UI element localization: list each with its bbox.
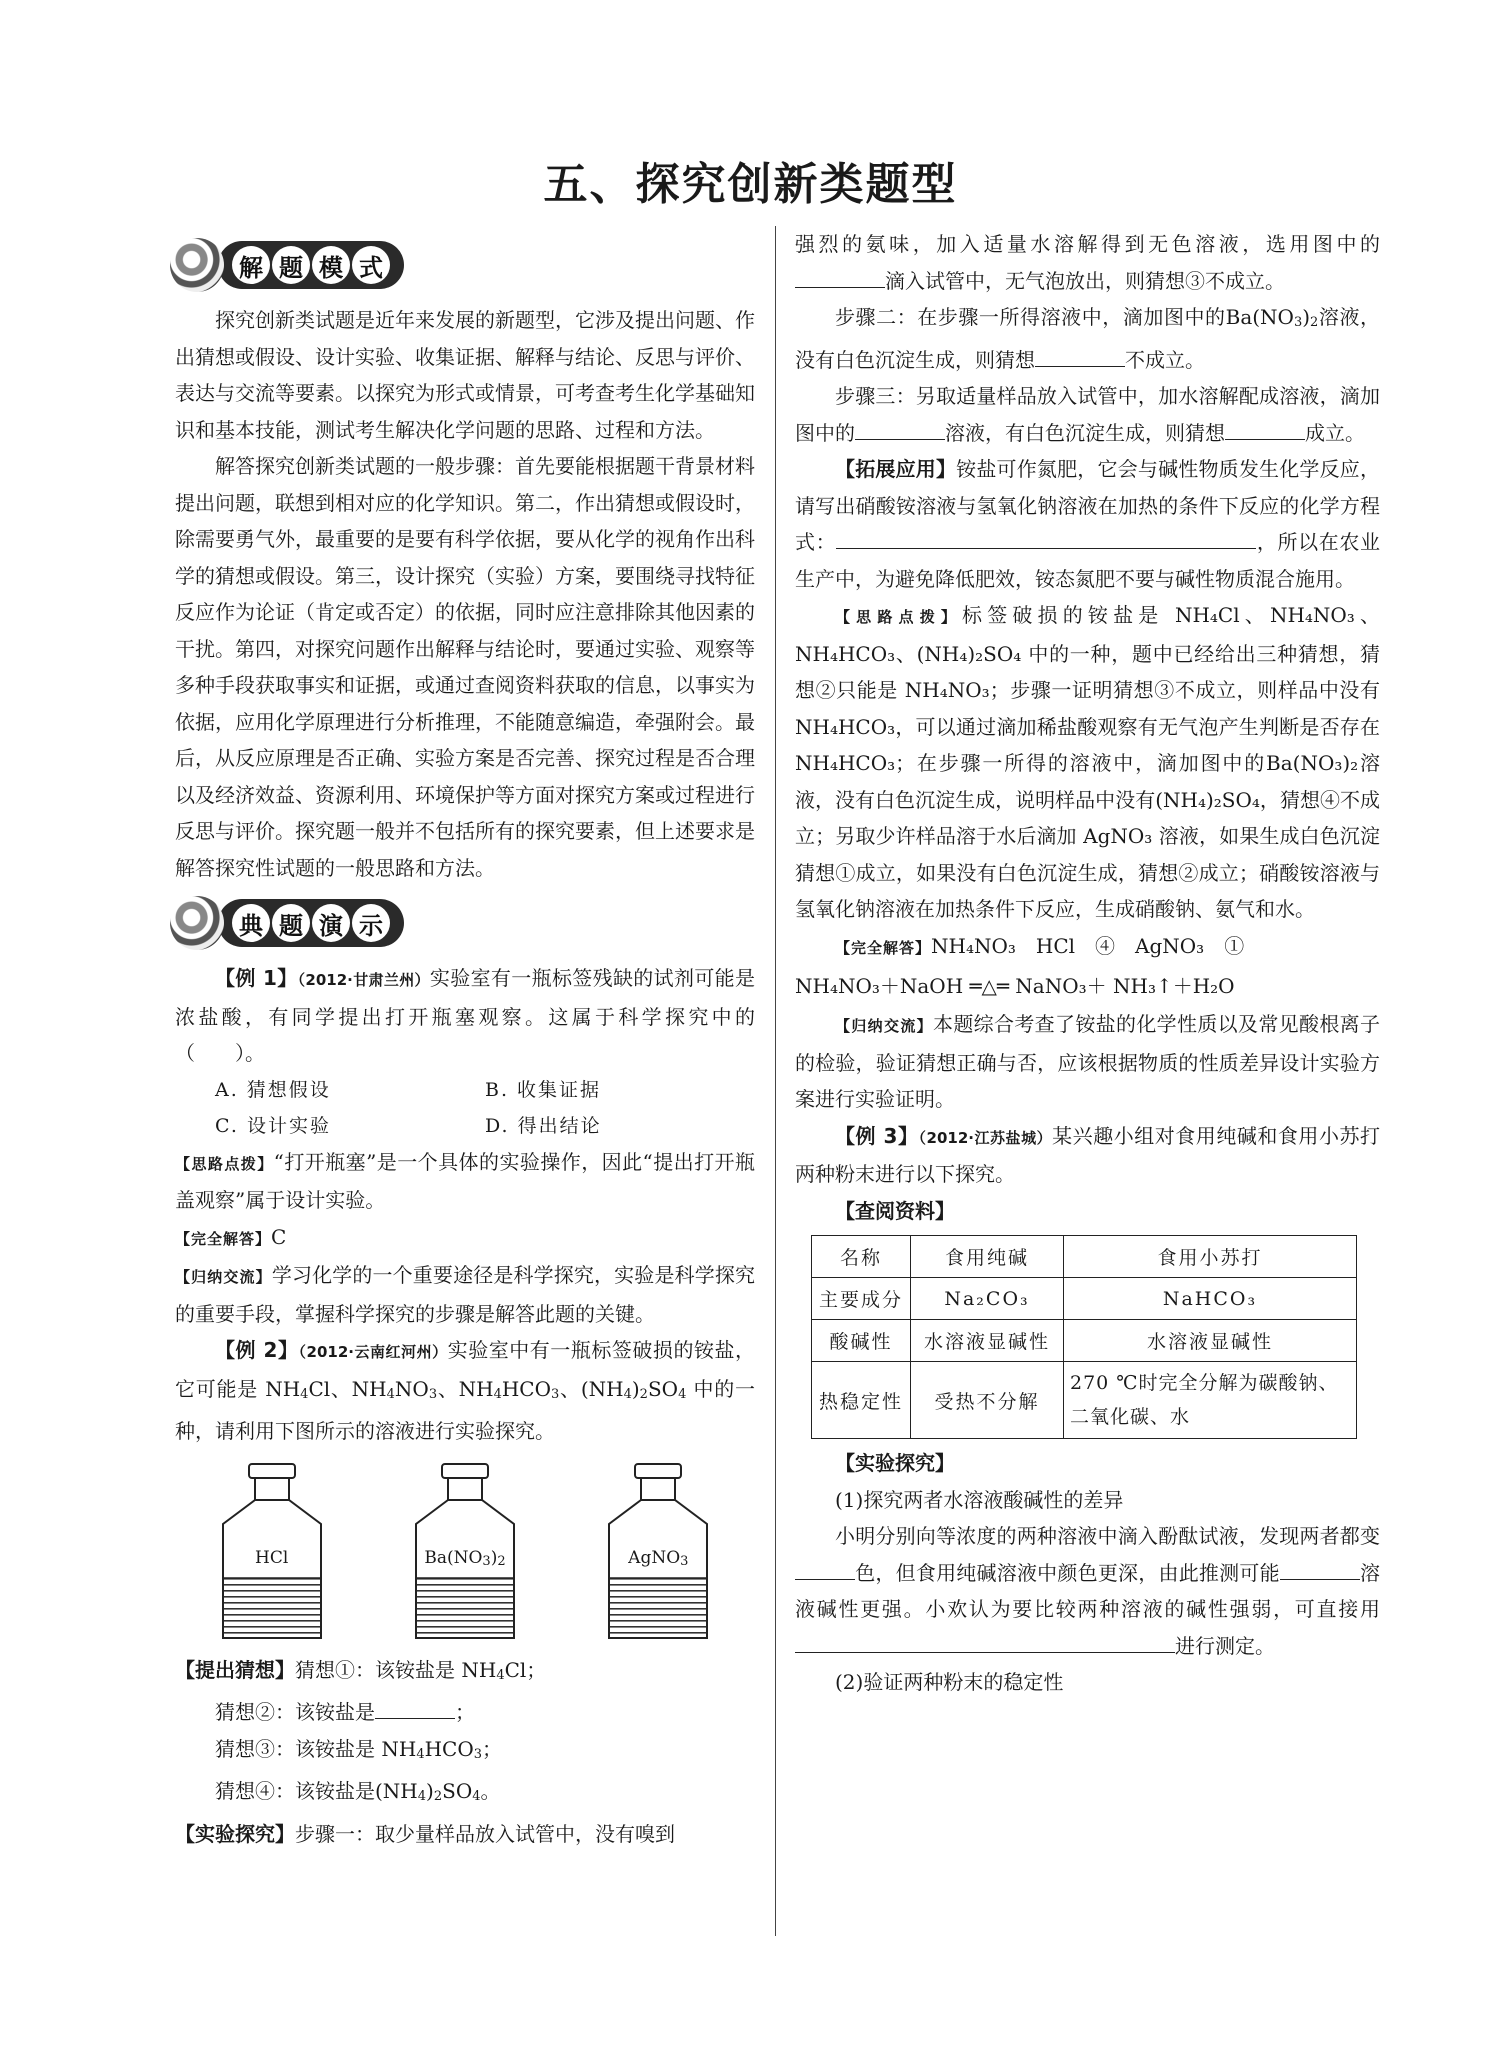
reference-table [811,1235,1357,1439]
guess-text: 猜想④：该铵盐是(NH [215,1779,418,1803]
part-1-title: (1)探究两者水溶液酸碱性的差异 [835,1487,1124,1512]
stem-part: 、(NH [559,1376,624,1401]
guess-1: 【提出猜想】猜想①：该铵盐是 $NH_4Cl$； [175,1657,547,1683]
guess-text: Cl； [504,1657,547,1682]
table-cell: Na₂CO₃ [911,1278,1064,1320]
extension-tag: 【拓展应用】 [835,457,957,481]
part-text: 色，但食用纯碱溶液中颜色更深，由此推测可能 [855,1560,1280,1585]
example-2-equation: NH₄NO₃＋NaOH ═△═ NaNO₃＋ NH₃↑＋H₂O [795,974,1235,998]
option-d: D. 得出结论 [485,1114,602,1137]
table-row [812,1362,1357,1439]
data-heading [795,1193,1380,1230]
guess-3: 猜想③：该铵盐是 $NH_4HCO_3$； [215,1736,503,1762]
method-paragraph-2: 解答探究创新类试题的一般步骤：首先要能根据题干背景材料提出问题，联想到相对应的化学知识。第二，作出猜想或假设时，除需要勇气外，最重要的是要有科学依据，要从化学的视角作出科学的猜想或假设。第三，设计探究（实验）方案，要围绕寻找特征反应作为论证（肯定或否定）的依据，同时应注意排除其他因素的干扰。第四，对探究问题作出解释与结论时，要通过实验、观察等多种手段获取事实和证据，或通过查阅资料获取的信息，以事实为依据，应用化学原理进行分析推理，不能随意编造，牵强附会。最后，从反应原理是否正确、实验方案是否完善、探究过程是否合理以及经济效益、资源利用、环境保护等方面对探究方案或过程进行反思与评价。探究题一般并不包括所有的探究要素，但上述要求是解答探究性试题的一般思路和方法。 [175,454,755,880]
guess-4: 猜想④：该铵盐是$(NH_4)_2SO_4$。 [215,1779,501,1804]
data-tag: 【查阅资料】 [835,1198,955,1223]
stem-part: NO [394,1376,429,1401]
section-char: 题 [272,246,310,284]
answer-blank[interactable] [375,1696,455,1719]
shell-icon [170,238,224,292]
guess-text: ； [455,1700,475,1724]
example-2-answer [795,928,1380,967]
guess-2 [175,1694,755,1731]
example-3-tag: 【例 3】 [835,1123,919,1148]
step-text: 步骤一：取少量样品放入试管中，没有嗅到 [295,1821,675,1846]
table-cell: 水溶液显碱性 [911,1320,1064,1362]
step-text: 不成立。 [1125,347,1205,372]
section-char: 模 [312,246,350,284]
section-header-examples [170,890,755,956]
step-text: ) [1302,305,1311,329]
example-1-hint [175,1144,755,1219]
hint-tag: 【思路点拨】 [175,1154,274,1173]
table-cell: 270 ℃时完全分解为碳酸钠、二氧化碳、水 [1064,1362,1357,1439]
step-text: 强烈的氨味，加入适量水溶解得到无色溶液，选用图中的 [795,232,1380,256]
stem-part: ) [631,1376,640,1401]
experiment-heading [795,1445,1380,1482]
hint-text: 标签破损的铵盐是 NH₄Cl、NH₄NO₃、NH₄HCO₃、(NH₄)₂SO₄ 中的一种，题中已经给出三种猜想，猜想②只能是 NH₄NO₃；步骤一证明猜想③不成立，则样品中没有 NH₄HCO₃，可以通过滴加稀盐酸观察有无气泡产生判断是否存在 NH₄HCO₃；在步骤一所得的溶液中，滴加图中的Ba(NO₃)₂溶液，没有白色沉淀生成，说明样品中没有(NH₄)₂SO₄，猜想④不成立；另取少许样品溶于水后滴加 AgNO₃ 溶液，如果生成白色沉淀猜想①成立，如果没有白色沉淀生成，猜想②成立；硝酸铵溶液与氢氧化钠溶液在加热条件下反应，生成硝酸钠、氨气和水。 [795,603,1380,921]
step-text: 步骤三：另取适量样品放入试管中，加水溶解配成溶液，滴加图中的 [795,384,1380,445]
extension-text: 铵盐可作氮肥，它会与碱性物质发生化学反应，请写出硝酸铵溶液与氢氧化钠溶液在加热的条件下反应的化学方程式： [795,457,1381,554]
hint-text: “打开瓶塞”是一个具体的实验操作，因此“提出打开瓶盖观察”属于设计实验。 [175,1149,755,1212]
experiment-step3 [795,378,1380,451]
step-text: 溶液，有白色沉淀生成，则猜想 [945,420,1225,445]
answer-blank[interactable] [795,265,885,288]
table-header-cell: 名称 [812,1236,911,1278]
guess-text: 猜想③：该铵盐是 NH [215,1736,417,1761]
option-c: C. 设计实验 [215,1114,331,1137]
table-cell: NaHCO₃ [1064,1278,1357,1320]
example-2-source: （2012·云南红河州） [298,1343,448,1361]
part-text: 溶液碱性更强。小欢认为要比较两种溶液的碱性强弱，可直接用 [795,1560,1381,1621]
answer-blank[interactable] [795,1630,1175,1653]
section-char: 演 [312,904,350,942]
section-char: 解 [232,246,270,284]
example-3-stem [795,1118,1380,1193]
step-text: 滴入试管中，无气泡放出，则猜想③不成立。 [885,268,1285,293]
guess-text: 猜想②：该铵盐是 [215,1700,375,1724]
section-char: 式 [352,246,390,284]
experiment-tag: 【实验探究】 [175,1821,295,1846]
example-2-tag: 【例 2】 [215,1338,299,1362]
part-text: 小明分别向等浓度的两种溶液中滴入酚酞试液，发现两者都变 [835,1524,1380,1548]
column-divider [775,226,776,1936]
bottle-label: AgNO$_3$ [628,1547,689,1569]
example-1-options [175,1072,755,1144]
guess-text: ； [482,1736,503,1761]
guess-text: 猜想①：该铵盐是 NH [295,1657,497,1682]
part-2-title: (2)验证两种粉末的稳定性 [835,1670,1064,1694]
part-1-text [795,1518,1380,1664]
right-column [795,226,1380,1701]
stem-part: 实验室中有一瓶标签破损的铵盐，它可能是 NH [175,1338,756,1401]
example-3-text: 某兴趣小组对食用纯碱和食用小苏打两种粉末进行以下探究。 [795,1123,1381,1186]
guess-tag: 【提出猜想】 [175,1657,295,1682]
stem-part: 、NH [437,1376,494,1401]
table-header-cell: 食用纯碱 [911,1236,1064,1278]
example-1-source: （2012·甘肃兰州） [297,971,430,989]
answer-tag: 【完全解答】 [835,938,932,957]
example-1-summary [175,1257,755,1332]
stem-part: HCO [501,1376,551,1401]
table-cell: 主要成分 [812,1278,911,1320]
example-3-source: （2012·江苏盐城） [918,1128,1053,1147]
guess-text: SO [442,1779,473,1803]
option-a: A. 猜想假设 [215,1078,331,1101]
experiment-step1-start [175,1816,755,1853]
answer-blank[interactable] [855,417,945,440]
answer-text: C [271,1224,287,1249]
section-char: 题 [272,904,310,942]
table-cell: 热稳定性 [812,1362,911,1439]
example-2-stem: 【例 2】（2012·云南红河州）实验室中有一瓶标签破损的铵盐，它可能是 $NH_4Cl$、$NH_4NO_3$、$NH_4HCO_3$、$(NH_4)_2SO_4$ 中的一种，请利用下图所示的溶液进行实验探究。 [175,1338,756,1443]
method-paragraph-1: 探究创新类试题是近年来发展的新题型，它涉及提出问题、作出猜想或假设、设计实验、收集证据、解释与结论、反思与评价、表达与交流等要素。以探究为形式或情景，可考查考生化学基础知识和基本技能，测试考生解决化学问题的思路、过程和方法。 [175,308,755,442]
table-row [812,1320,1357,1362]
step-text: 成立。 [1305,420,1365,445]
answer-blank[interactable] [795,1557,855,1580]
guess-text: ) [426,1779,434,1803]
section-char: 示 [352,904,390,942]
experiment-tag: 【实验探究】 [835,1451,955,1475]
summary-tag: 【归纳交流】 [175,1268,272,1286]
example-1-answer [175,1219,755,1258]
table-cell: 水溶液显碱性 [1064,1320,1357,1362]
answer-blank[interactable] [1035,344,1125,367]
stem-part: 中的一种，请利用下图所示的溶液进行实验探究。 [175,1376,756,1443]
page-title: 五、探究创新类题型 [543,159,958,210]
bottle-label-text: AgNO [628,1547,681,1568]
guess-text: HCO [424,1736,474,1761]
example-1-tag: 【例 1】 [215,966,298,990]
summary-text: 本题综合考查了铵盐的化学性质以及常见酸根离子的检验，验证猜想正确与否，应该根据物质的性质差异设计实验方案进行实验证明。 [795,1012,1380,1111]
left-column [175,228,755,1852]
table-row [812,1278,1357,1320]
answer-blank[interactable] [1225,417,1305,440]
bottle-hcl [217,1462,327,1642]
answer-blank[interactable] [1280,1557,1360,1580]
shell-icon [170,896,224,950]
example-1-stem [175,960,755,1072]
experiment-step2: 步骤二：在步骤一所得溶液中，滴加图中的$Ba(NO_3)_2$溶液，没有白色沉淀生成，则猜想 不成立。 [795,305,1381,372]
example-2-summary [795,1006,1380,1118]
step-text: 步骤二：在步骤一所得溶液中，滴加图中的Ba(NO [835,305,1294,329]
extension-text: 所以在农业生产中，为避免降低肥效，铵态氮肥不要与碱性物质混合施用。 [795,530,1380,591]
bottle-agno3 [603,1462,713,1642]
summary-text: 学习化学的一个重要途径是科学探究，实验是科学探究的重要手段，掌握科学探究的步骤是解答此题的关键。 [175,1263,755,1326]
reagent-bottles [175,1462,755,1642]
bottle-bano3 [410,1462,520,1642]
table-cell: 酸碱性 [812,1320,911,1362]
answer-blank[interactable] [836,526,1256,549]
table-header-cell: 食用小苏打 [1064,1236,1357,1278]
step-text: 溶液，没有白色沉淀生成，则猜想 [795,305,1381,372]
hint-tag: 【思路点拨】 [835,608,963,626]
extension [795,451,1380,597]
section-char: 典 [232,904,270,942]
option-b: B. 收集证据 [485,1078,602,1101]
example-1-text: 实验室有一瓶标签残缺的试剂可能是浓盐酸，有同学提出打开瓶塞观察。这属于科学探究中的（ ）。 [175,966,755,1065]
bottle-label-text: Ba(NO [424,1547,483,1568]
answer-tag: 【完全解答】 [175,1229,272,1248]
guess-text: 。 [480,1779,501,1803]
example-2-hint [795,597,1380,928]
experiment-step1-cont [795,226,1380,299]
table-row [812,1236,1357,1278]
extension-text: ， [1256,530,1278,554]
stem-part: Cl、NH [308,1376,387,1401]
stem-part: SO [647,1376,679,1401]
answer-text: NH₄NO₃ HCl ④ AgNO₃ ① [931,933,1245,958]
bottle-label: $Ba(NO_3)_2$ [424,1547,506,1569]
table-cell: 受热不分解 [911,1362,1064,1439]
bottle-label: HCl [255,1547,289,1568]
summary-tag: 【归纳交流】 [835,1017,933,1035]
part-text: 进行测定。 [1175,1633,1275,1658]
section-header-method [170,232,755,298]
